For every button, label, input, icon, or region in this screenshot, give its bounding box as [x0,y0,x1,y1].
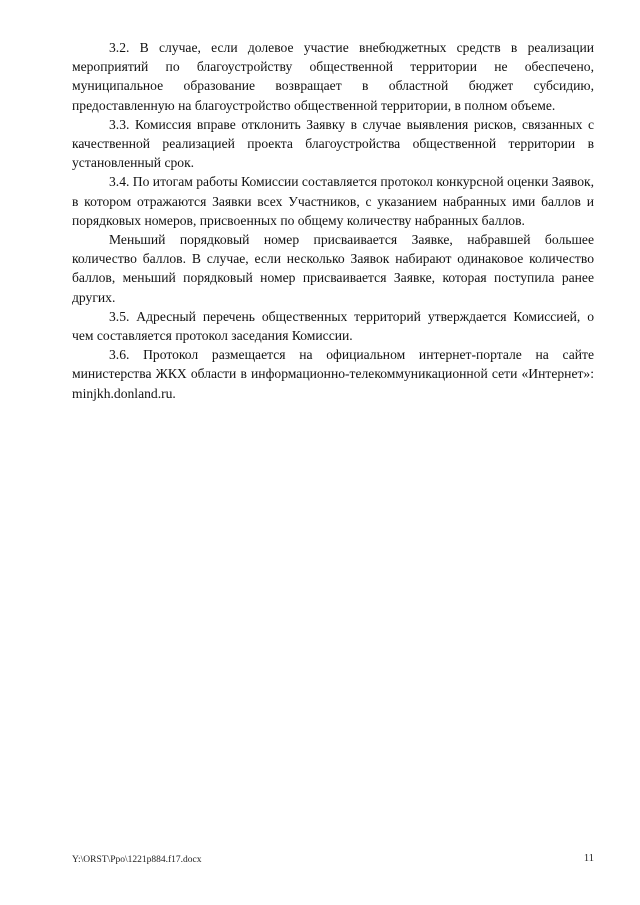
paragraph-3-3: 3.3. Комиссия вправе отклонить Заявку в случае выявления рисков, связанных с качественной реализацией проекта благоустройства общественной территории в установленный срок. [72,116,594,171]
paragraph-3-5: 3.5. Адресный перечень общественных территорий утверждается Комиссией, о чем составляется протокол заседания Комиссии. [72,308,594,344]
footer-file-path: Y:\ORST\Ppo\1221p884.f17.docx [72,855,202,865]
paragraph-3-4: 3.4. По итогам работы Комиссии составляется протокол конкурсной оценки Заявок, в котором отражаются Заявки всех Участников, с указанием набранных ими баллов и порядковых номеров, присвоенных по общему количеству набранных баллов. [72,174,594,228]
page-number: 11 [583,853,594,864]
paragraph-3-6: 3.6. Протокол размещается на официальном интернет-портале на сайте министерства ЖКХ области в информационно-телекоммуникационной сети «Интернет»: minjkh.donland.ru. [72,347,594,401]
paragraph-3-4-continued: Меньший порядковый номер присваивается Заявке, набравшей большее количество баллов. В случае, если несколько Заявок набирают одинаковое количество баллов, меньший порядковый номер присваивается Заявке, которая поступила ранее других. [72,232,594,305]
paragraph-3-2: 3.2. В случае, если долевое участие внебюджетных средств в реализации мероприятий по благоустройству общественной территории не обеспечено, муниципальное образование возвращает в областной бюджет субсидию, предоставленную на благоустройство общественной территории, в полном объеме. [72,40,594,113]
document-body [72,38,594,403]
